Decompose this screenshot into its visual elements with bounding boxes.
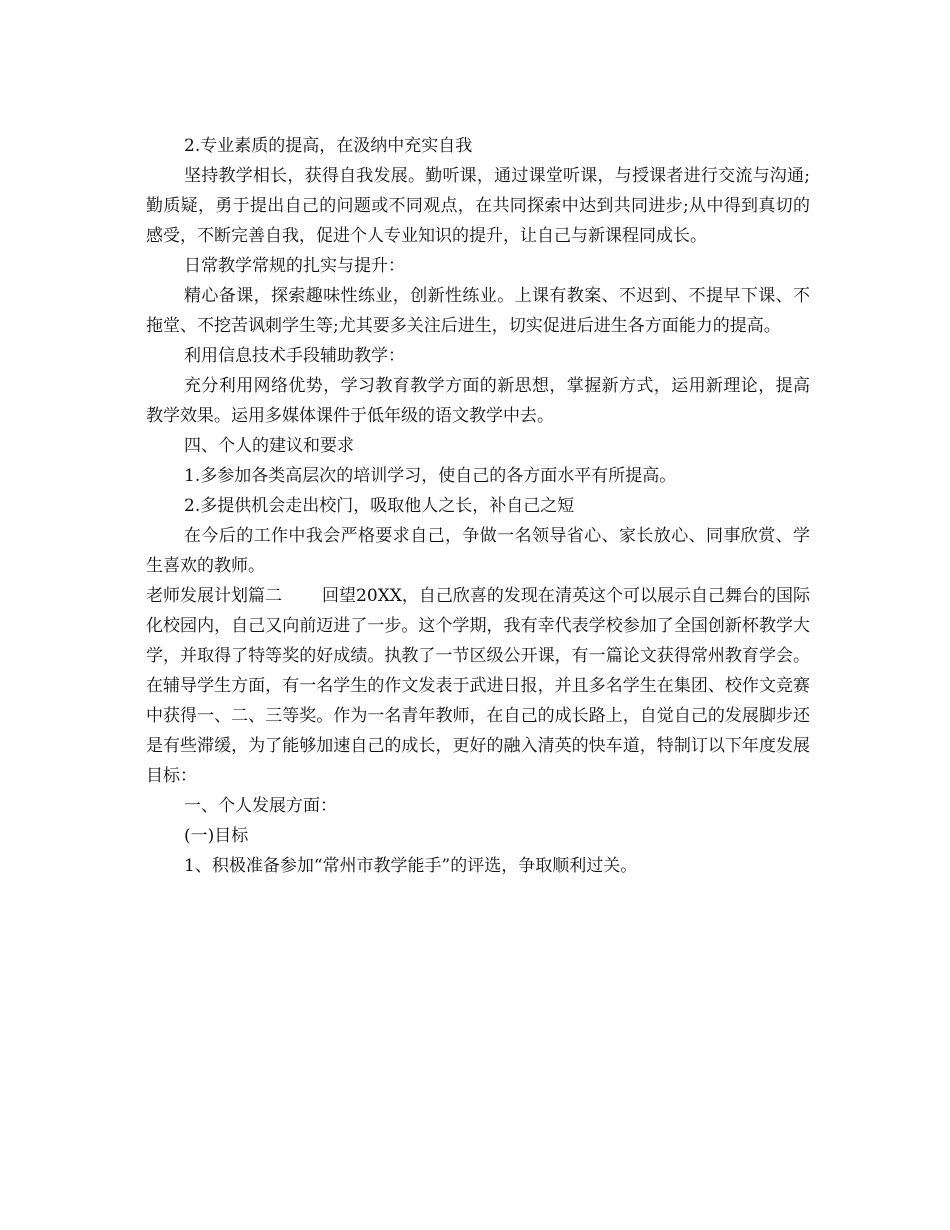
document-body (146, 131, 810, 881)
paragraph: 利用信息技术手段辅助教学： (184, 346, 405, 366)
section2-paragraph (146, 581, 810, 791)
subsection-heading: 一、个人发展方面： (184, 796, 337, 816)
paragraph: 在今后的工作中我会严格要求自己，争做一名领导省心、家长放心、同事欣赏、学生喜欢的教师。 (146, 526, 810, 576)
section2-title: 老师发展计划篇二 (146, 586, 283, 606)
section2-body: 回望20XX，自己欣喜的发现在清英这个可以展示自己舞台的国际化校园内，自己又向前迈进了一步。这个学期，我有幸代表学校参加了全国创新杯教学大学，并取得了特等奖的好成绩。执教了一节区级公开课，有一篇论文获得常州教育学会。在辅导学生方面，有一名学生的作文发表于武进日报，并且多名学生在集团、校作文竞赛中获得一、二、三等奖。作为一名青年教师，在自己的成长路上，自觉自己的发展脚步还是有些滞缓，为了能够加速自己的成长，更好的融入清英的快车道，特制订以下年度发展目标： (146, 586, 811, 786)
list-item: 1、积极准备参加“常州市教学能手”的评选，争取顺利过关。 (184, 856, 638, 876)
subsection-heading: (一)目标 (184, 826, 249, 846)
list-item: 1.多参加各类高层次的培训学习，使自己的各方面水平有所提高。 (184, 466, 677, 486)
paragraph: 坚持教学相长，获得自我发展。勤听课，通过课堂听课，与授课者进行交流与沟通;勤质疑，勇于提出自己的问题或不同观点，在共同探索中达到共同进步;从中得到真切的感受，不断完善自我，促进个人专业知识的提升，让自己与新课程同成长。 (146, 166, 810, 246)
paragraph: 2.专业素质的提高，在汲纳中充实自我 (184, 136, 473, 156)
section-heading: 四、个人的建议和要求 (184, 436, 354, 456)
paragraph: 充分利用网络优势，学习教育教学方面的新思想，掌握新方式，运用新理论，提高教学效果。运用多媒体课件于低年级的语文教学中去。 (146, 376, 810, 426)
paragraph: 日常教学常规的扎实与提升： (184, 256, 405, 276)
list-item: 2.多提供机会走出校门，吸取他人之长，补自己之短 (184, 496, 575, 516)
paragraph: 精心备课，探索趣味性练业，创新性练业。上课有教案、不迟到、不提早下课、不拖堂、不挖苦讽刺学生等;尤其要多关注后进生，切实促进后进生各方面能力的提高。 (146, 286, 810, 336)
